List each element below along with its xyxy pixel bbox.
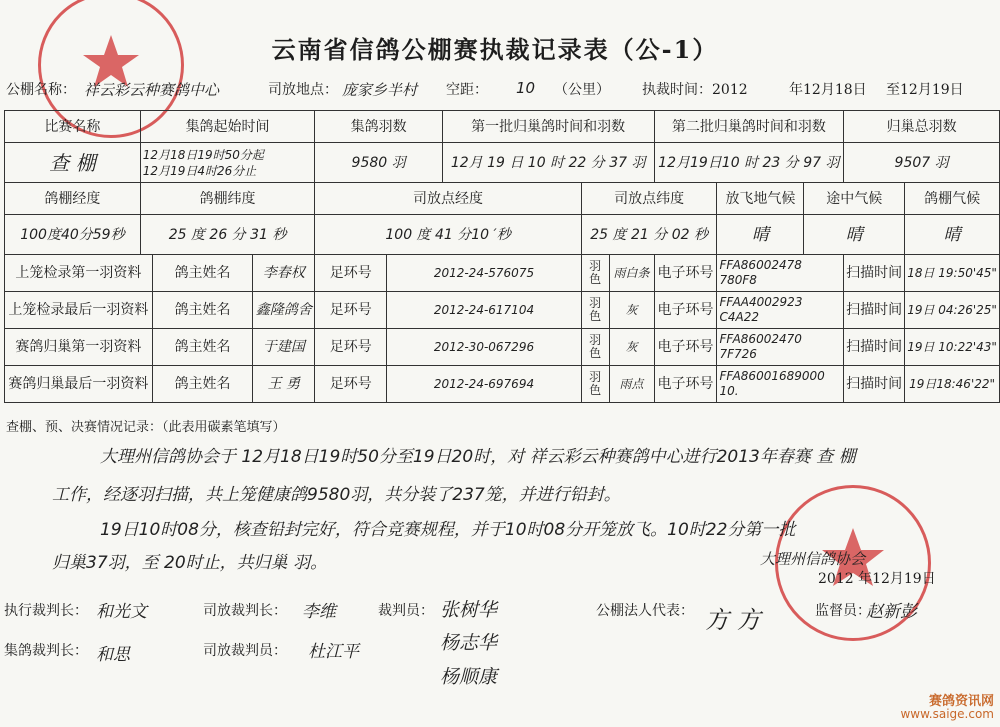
supervisor-label: 监督员： bbox=[815, 603, 871, 619]
watermark-url: www.saige.com bbox=[900, 707, 994, 721]
record-row bbox=[5, 292, 1000, 329]
judge2-signature: 杨志华 bbox=[440, 632, 498, 654]
scan-label: 扫描时间 bbox=[844, 255, 905, 292]
chip-label: 电子环号 bbox=[654, 292, 717, 329]
collect-time bbox=[140, 143, 315, 183]
release-lon: 100 度 41 分10 ′秒 bbox=[315, 215, 581, 255]
color-value: 灰 bbox=[609, 329, 654, 366]
supervisor-signature: 赵新彭 bbox=[866, 602, 917, 622]
header-release-lon: 司放点经度 bbox=[315, 183, 581, 215]
color-value: 灰 bbox=[609, 292, 654, 329]
collect-time-end: 12月19日4时26分止 bbox=[142, 163, 257, 178]
time-to: 至12月19日 bbox=[886, 82, 964, 98]
color-label-2: 色 bbox=[589, 309, 602, 323]
color-value: 雨白条 bbox=[609, 255, 654, 292]
scan-label: 扫描时间 bbox=[844, 292, 905, 329]
chip-label: 电子环号 bbox=[654, 255, 717, 292]
header-weather-route: 途中气候 bbox=[804, 183, 905, 215]
record-label: 上笼检录最后一羽资料 bbox=[5, 292, 153, 329]
color-label-2: 色 bbox=[589, 383, 602, 397]
loft-lat: 25 度 26 分 31 秒 bbox=[140, 215, 315, 255]
header-loft-lon: 鸽棚经度 bbox=[5, 183, 141, 215]
owner-label: 鸽主姓名 bbox=[152, 366, 253, 403]
ring-value: 2012-30-067296 bbox=[387, 329, 582, 366]
record-label: 上笼检录第一羽资料 bbox=[5, 255, 153, 292]
record-row bbox=[5, 329, 1000, 366]
time-label: 执裁时间：2012 bbox=[642, 82, 748, 98]
color-label bbox=[581, 255, 609, 292]
ring-value: 2012-24-617104 bbox=[387, 292, 582, 329]
time-value: 年12月18日 bbox=[789, 82, 867, 98]
header-race-name: 比赛名称 bbox=[5, 111, 141, 143]
release-lat: 25 度 21 分 02 秒 bbox=[581, 215, 717, 255]
chip-label: 电子环号 bbox=[654, 329, 717, 366]
owner-value: 于建国 bbox=[253, 329, 315, 366]
collect-judge-signature: 和思 bbox=[96, 645, 130, 665]
owner-label: 鸽主姓名 bbox=[152, 329, 253, 366]
color-label-1: 羽 bbox=[589, 370, 602, 384]
loft-value: 祥云彩云种赛鸽中心 bbox=[84, 81, 220, 99]
header-collect-count: 集鸽羽数 bbox=[315, 111, 443, 143]
header-batch1: 第一批归巢鸽时间和羽数 bbox=[442, 111, 654, 143]
owner-label: 鸽主姓名 bbox=[152, 255, 253, 292]
notes-date: 2012 年12月19日 bbox=[818, 571, 936, 587]
ring-label: 足环号 bbox=[315, 366, 387, 403]
header-weather-loft: 鸽棚气候 bbox=[905, 183, 1000, 215]
collect-count: 9580 羽 bbox=[315, 143, 443, 183]
weather-route: 晴 bbox=[804, 215, 905, 255]
chief-judge-signature: 和光文 bbox=[96, 602, 147, 622]
color-value: 雨点 bbox=[609, 366, 654, 403]
chief-judge-label: 执行裁判长： bbox=[4, 603, 88, 619]
ring-label: 足环号 bbox=[315, 329, 387, 366]
notes-line-2: 工作，经逐羽扫描，共上笼健康鸽9580羽，共分装了237笼，并进行铅封。 bbox=[52, 485, 621, 505]
notes-org: 大理州信鸽协会 bbox=[760, 550, 866, 568]
release-value: 庞家乡半村 bbox=[342, 81, 418, 99]
record-row bbox=[5, 255, 1000, 292]
judge3-signature: 杨顺康 bbox=[440, 666, 498, 688]
owner-value: 王 勇 bbox=[253, 366, 315, 403]
notes-line-1: 大理州信鸽协会于 12月18日19时50分至19日20时，对 祥云彩云种赛鸽中心进行2013年春赛 查 棚 bbox=[100, 447, 856, 467]
record-label: 赛鸽归巢第一羽资料 bbox=[5, 329, 153, 366]
legal-label: 公棚法人代表： bbox=[596, 603, 694, 619]
collect-time-start: 12月18日19时50分起 bbox=[142, 147, 264, 162]
loft-label: 公棚名称： bbox=[6, 82, 76, 98]
ring-value: 2012-24-576075 bbox=[387, 255, 582, 292]
chip-value: FFA86001689000 10. bbox=[717, 366, 844, 403]
color-label-2: 色 bbox=[589, 272, 602, 286]
record-table bbox=[4, 110, 1000, 403]
scan-value: 19日 04:26'25" bbox=[905, 292, 1000, 329]
judge-signature: 张树华 bbox=[440, 599, 498, 621]
scan-label: 扫描时间 bbox=[844, 366, 905, 403]
notes-line-3: 19日10时08分，核查铅封完好，符合竞赛规程，并于10时08分开笼放飞。10时22分第一批 bbox=[100, 520, 796, 540]
header-row bbox=[6, 79, 996, 103]
loft-lon: 100度40分59秒 bbox=[5, 215, 141, 255]
header-collect-time: 集鸽起始时间 bbox=[140, 111, 315, 143]
owner-value: 鑫隆鸽舍 bbox=[253, 292, 315, 329]
legal-signature: 方 方 bbox=[705, 606, 761, 634]
collect-judge-label: 集鸽裁判长： bbox=[4, 643, 88, 659]
notes-line-4: 归巢37羽，至 20时止，共归巢 羽。 bbox=[52, 553, 328, 573]
release-judge-label: 司放裁判员： bbox=[203, 643, 287, 659]
header-loft-lat: 鸽棚纬度 bbox=[140, 183, 315, 215]
race-name: 查 棚 bbox=[5, 143, 141, 183]
site-watermark bbox=[900, 695, 994, 721]
form-title: 云南省信鸽公棚赛执裁记录表（公-1） bbox=[271, 35, 719, 64]
header-batch2: 第二批归巢鸽时间和羽数 bbox=[654, 111, 844, 143]
header-weather-release: 放飞地气候 bbox=[717, 183, 804, 215]
chip-label: 电子环号 bbox=[654, 366, 717, 403]
record-label: 赛鸽归巢最后一羽资料 bbox=[5, 366, 153, 403]
scan-value: 19日 10:22'43" bbox=[905, 329, 1000, 366]
chip-value: FFAA4002923 C4A22 bbox=[717, 292, 844, 329]
chip-value: FFA86002478 780F8 bbox=[717, 255, 844, 292]
total-value: 9507 羽 bbox=[844, 143, 1000, 183]
color-label bbox=[581, 366, 609, 403]
color-label bbox=[581, 292, 609, 329]
weather-loft: 晴 bbox=[905, 215, 1000, 255]
color-label-1: 羽 bbox=[589, 333, 602, 347]
color-label bbox=[581, 329, 609, 366]
header-total: 归巢总羽数 bbox=[844, 111, 1000, 143]
watermark-text: 赛鸽资讯网 bbox=[928, 694, 994, 709]
owner-value: 李春权 bbox=[253, 255, 315, 292]
release-chief-signature: 李维 bbox=[302, 602, 336, 622]
scan-value: 19日18:46'22" bbox=[905, 366, 1000, 403]
ring-label: 足环号 bbox=[315, 292, 387, 329]
record-row bbox=[5, 366, 1000, 403]
batch1-value: 12月 19 日 10 时 22 分 37 羽 bbox=[442, 143, 654, 183]
release-chief-label: 司放裁判长： bbox=[203, 603, 287, 619]
color-label-2: 色 bbox=[589, 346, 602, 360]
chip-value: FFA86002470 7F726 bbox=[717, 329, 844, 366]
color-label-1: 羽 bbox=[589, 259, 602, 273]
distance-value: 10 bbox=[516, 79, 536, 97]
release-judge-signature: 杜江平 bbox=[308, 642, 359, 662]
notes-heading: 查棚、预、决赛情况记录：（此表用碳素笔填写） bbox=[6, 420, 286, 435]
judge-label: 裁判员： bbox=[378, 603, 434, 619]
ring-label: 足环号 bbox=[315, 255, 387, 292]
weather-release: 晴 bbox=[717, 215, 804, 255]
distance-label: 空距： bbox=[446, 82, 488, 98]
distance-unit: （公里） bbox=[554, 82, 610, 98]
scan-value: 18日 19:50'45" bbox=[905, 255, 1000, 292]
release-label: 司放地点： bbox=[268, 82, 338, 98]
batch2-value: 12月19日10 时 23 分 97 羽 bbox=[654, 143, 844, 183]
scan-label: 扫描时间 bbox=[844, 329, 905, 366]
color-label-1: 羽 bbox=[589, 296, 602, 310]
header-release-lat: 司放点纬度 bbox=[581, 183, 717, 215]
ring-value: 2012-24-697694 bbox=[387, 366, 582, 403]
owner-label: 鸽主姓名 bbox=[152, 292, 253, 329]
